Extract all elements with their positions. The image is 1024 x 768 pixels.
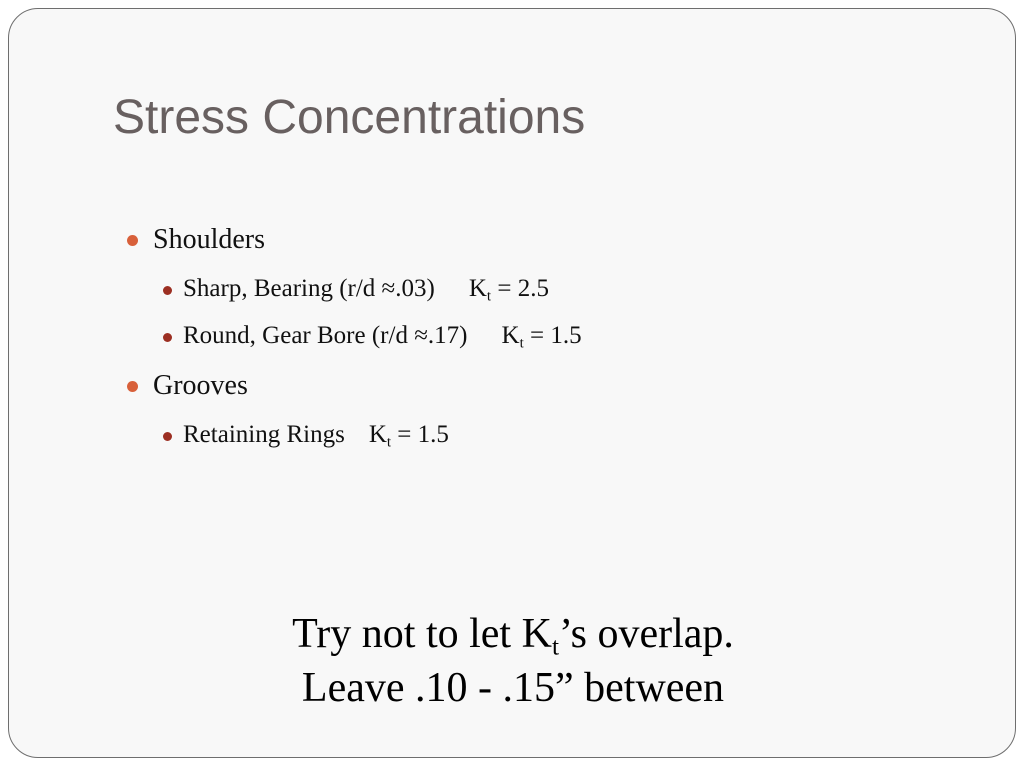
slide-title: Stress Concentrations — [113, 91, 586, 144]
slide — [8, 8, 1016, 758]
kt-subscript: t — [519, 335, 524, 352]
bullet-text: Shoulders — [153, 224, 265, 255]
note-text-end: ’s overlap. — [558, 611, 734, 657]
kt-value: = 1.5 — [523, 322, 582, 349]
sub-bullet-dot-icon — [163, 286, 172, 295]
note-line-2: Leave .10 - .15” between — [301, 665, 725, 711]
kt-symbol: K — [468, 275, 487, 302]
sub-bullet-dot-icon — [163, 333, 172, 342]
bullet-round-gear-bore — [183, 321, 582, 351]
bullet-text: Retaining Rings — [183, 421, 345, 448]
kt-subscript: t — [386, 434, 392, 451]
bullet-text: Grooves — [153, 370, 248, 401]
note-line-1 — [9, 607, 1017, 661]
spacing-note — [9, 607, 1017, 715]
kt-symbol: K — [501, 322, 520, 349]
bullet-dot-icon — [127, 381, 138, 392]
kt-value: = 1.5 — [391, 421, 449, 448]
bullet-dot-icon — [127, 235, 138, 246]
bullet-sharp-bearing — [183, 274, 549, 304]
bullet-text: Sharp, Bearing (r/d ≈.03) — [183, 275, 435, 302]
bullet-shoulders — [153, 223, 265, 257]
kt-value: = 2.5 — [491, 275, 549, 302]
bullet-text: Round, Gear Bore (r/d ≈.17) — [183, 322, 468, 349]
note-subscript: t — [551, 633, 559, 661]
kt-subscript: t — [486, 288, 492, 305]
kt-symbol: K — [368, 421, 387, 448]
bullet-grooves — [153, 369, 248, 403]
bullet-retaining-rings — [183, 420, 449, 450]
note-text-start: Try not to let K — [292, 611, 552, 657]
sub-bullet-dot-icon — [163, 432, 172, 441]
